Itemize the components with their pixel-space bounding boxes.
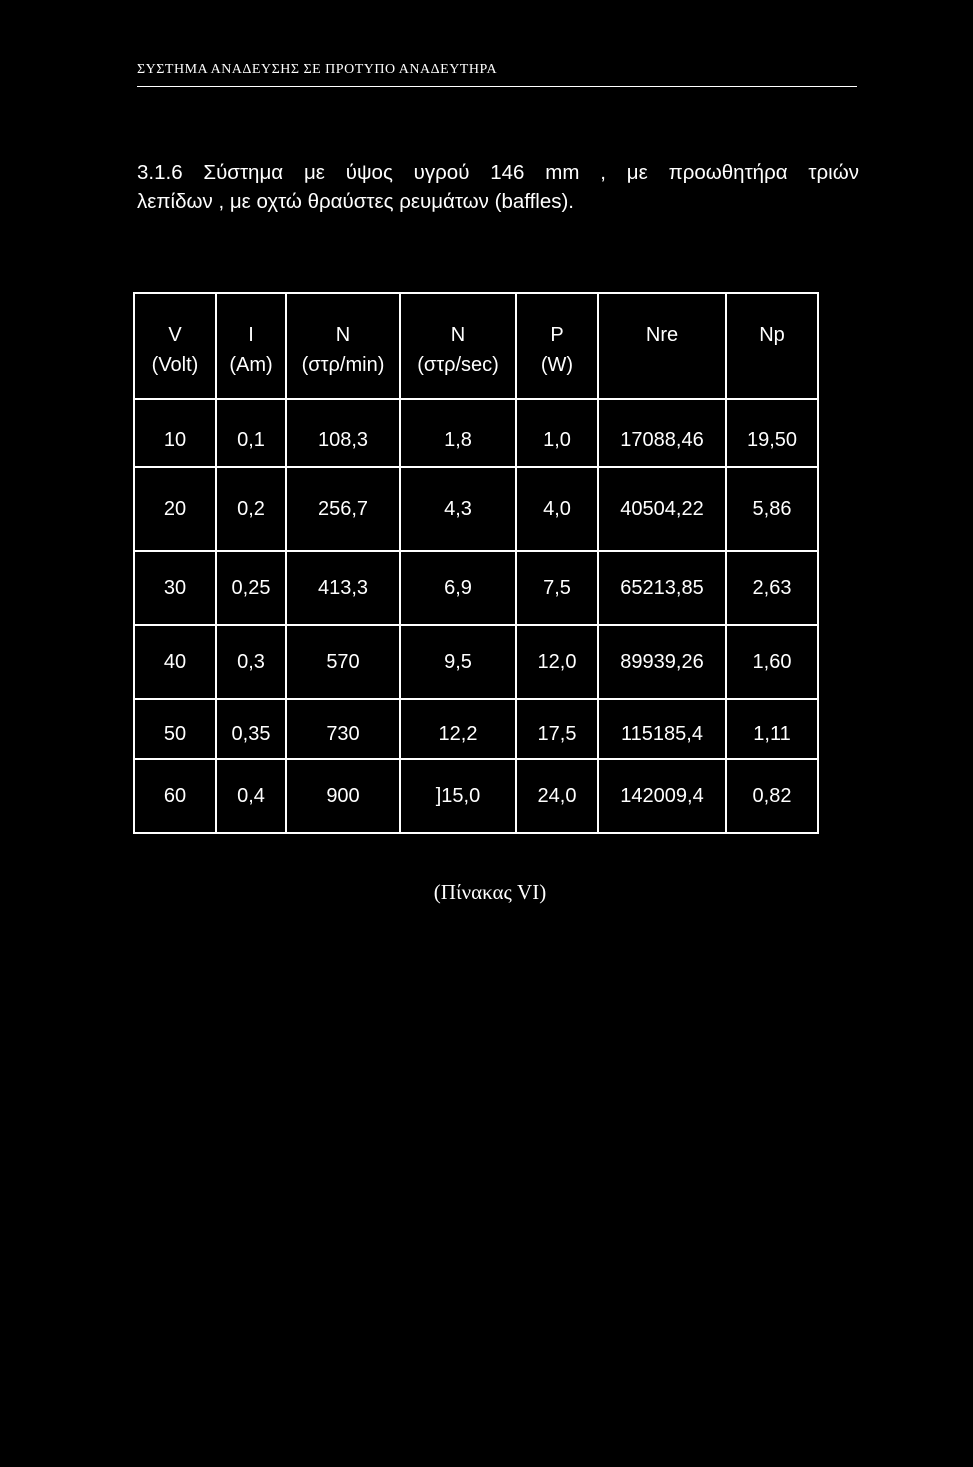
table-cell: 20 <box>134 467 216 551</box>
header-power-number <box>726 293 818 399</box>
table-cell: 65213,85 <box>598 551 726 625</box>
header-name: N <box>450 324 466 346</box>
header-power <box>516 293 598 399</box>
header-speed-rps <box>400 293 516 399</box>
table-row <box>134 467 818 551</box>
table-cell: 24,0 <box>516 759 598 833</box>
table-cell: 6,9 <box>400 551 516 625</box>
measurements-table <box>133 292 819 834</box>
header-unit: (W) <box>540 354 574 376</box>
table-cell: 0,1 <box>216 399 286 467</box>
table-cell: 1,11 <box>726 699 818 759</box>
table-cell: 5,86 <box>726 467 818 551</box>
header-name: V <box>168 324 182 346</box>
table-cell: 0,3 <box>216 625 286 699</box>
table-cell: 60 <box>134 759 216 833</box>
table-cell: 4,3 <box>400 467 516 551</box>
table-cell: 115185,4 <box>598 699 726 759</box>
header-current <box>216 293 286 399</box>
header-rule <box>137 86 857 87</box>
table-cell: 413,3 <box>286 551 400 625</box>
table-cell: 4,0 <box>516 467 598 551</box>
header-name: N <box>335 324 351 346</box>
header-name: Np <box>759 324 785 346</box>
table-cell: 1,0 <box>516 399 598 467</box>
header-name: I <box>248 324 254 346</box>
section-heading <box>137 158 859 216</box>
table-cell: 0,4 <box>216 759 286 833</box>
table-cell: ]15,0 <box>400 759 516 833</box>
table-cell: 0,35 <box>216 699 286 759</box>
table-cell: 30 <box>134 551 216 625</box>
header-reynolds-number <box>598 293 726 399</box>
table-cell: 7,5 <box>516 551 598 625</box>
table-cell: 0,82 <box>726 759 818 833</box>
table-row <box>134 699 818 759</box>
table-cell: 12,2 <box>400 699 516 759</box>
header-name: P <box>550 324 564 346</box>
table-row <box>134 759 818 833</box>
table-cell: 256,7 <box>286 467 400 551</box>
table-cell: 50 <box>134 699 216 759</box>
table-row <box>134 625 818 699</box>
table-cell: 0,2 <box>216 467 286 551</box>
table-cell: 40504,22 <box>598 467 726 551</box>
table-cell: 17088,46 <box>598 399 726 467</box>
header-unit: (Am) <box>229 354 273 376</box>
table-cell: 12,0 <box>516 625 598 699</box>
header-name: Nre <box>645 324 679 346</box>
table-cell: 570 <box>286 625 400 699</box>
table-cell: 0,25 <box>216 551 286 625</box>
section-heading-line-1: 3.1.6 Σύστημα με ύψος υγρού 146 mm , με προωθητήρα τριών <box>137 161 859 184</box>
table-cell: 1,8 <box>400 399 516 467</box>
table-cell: 10 <box>134 399 216 467</box>
table-cell: 142009,4 <box>598 759 726 833</box>
table-cell: 19,50 <box>726 399 818 467</box>
table-caption: (Πίνακας VI) <box>433 880 547 904</box>
header-speed-rpm <box>286 293 400 399</box>
table-cell: 730 <box>286 699 400 759</box>
table-row <box>134 399 818 467</box>
table-cell: 1,60 <box>726 625 818 699</box>
table-row <box>134 551 818 625</box>
header-unit: (Volt) <box>151 354 199 376</box>
table-cell: 9,5 <box>400 625 516 699</box>
table-cell: 108,3 <box>286 399 400 467</box>
table-cell: 40 <box>134 625 216 699</box>
table-cell: 89939,26 <box>598 625 726 699</box>
table-cell: 2,63 <box>726 551 818 625</box>
table-cell: 900 <box>286 759 400 833</box>
header-unit: (στρ/min) <box>301 354 385 376</box>
running-header: ΣΥΣΤΗΜΑ ΑΝΑΔΕΥΣΗΣ ΣΕ ΠΡΟΤΥΠΟ ΑΝΑΔΕΥΤΗΡΑ <box>137 62 498 77</box>
table-cell: 17,5 <box>516 699 598 759</box>
header-unit: (στρ/sec) <box>417 354 499 376</box>
table-header-row <box>134 293 818 399</box>
header-voltage <box>134 293 216 399</box>
section-heading-line-2: λεπίδων , με οχτώ θραύστες ρευμάτων (baffles). <box>137 190 575 213</box>
